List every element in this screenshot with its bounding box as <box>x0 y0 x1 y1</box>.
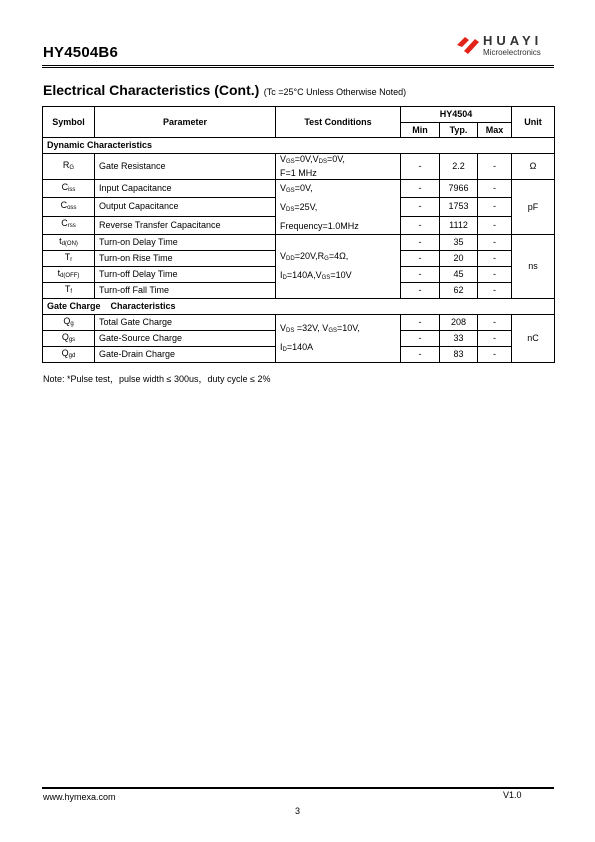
condition-cell: $V_{DS} =32V$, $V_{GS}=10V$, $I_D=140A$ <box>276 315 401 363</box>
min-cell: - <box>401 216 440 234</box>
header-symbol: Symbol <box>43 107 95 138</box>
parameter-cell: Turn-on Delay Time <box>95 235 276 251</box>
company-logo <box>455 33 555 63</box>
header-min: Min <box>401 123 440 138</box>
symbol-cell: $T_r$ <box>43 251 95 267</box>
max-cell: - <box>478 216 512 234</box>
header-device: HY4504 <box>401 107 512 123</box>
symbol-cell: $T_f$ <box>43 283 95 299</box>
header-test-conditions: Test Conditions <box>276 107 401 138</box>
typ-cell: 2.2 <box>440 154 478 180</box>
min-cell: - <box>401 154 440 180</box>
header-max: Max <box>478 123 512 138</box>
condition-cell: $V_{GS}=0V,V_{DS}=0V$, F=1 MHz <box>276 154 401 180</box>
parameter-cell: Gate-Drain Charge <box>95 347 276 363</box>
min-cell: - <box>401 180 440 198</box>
parameter-cell: Gate Resistance <box>95 154 276 180</box>
section-condition: (Tc =25°C Unless Otherwise Noted) <box>263 87 407 97</box>
min-cell: - <box>401 235 440 251</box>
footer-url: www.hymexa.com <box>43 792 116 802</box>
parameter-cell: Turn-on Rise Time <box>95 251 276 267</box>
logo-name: HUAYI <box>483 33 543 48</box>
typ-cell: 208 <box>440 315 478 331</box>
symbol-cell: $Q_{gd}$ <box>43 347 95 363</box>
typ-cell: 83 <box>440 347 478 363</box>
parameter-cell: Total Gate Charge <box>95 315 276 331</box>
footnote: Note: *Pulse test，pulse width ≤ 300us，duty cycle ≤ 2% <box>43 374 271 384</box>
typ-cell: 1112 <box>440 216 478 234</box>
symbol-cell: $R_G$ <box>43 154 95 180</box>
condition-cell: $V_{GS}=0V$, $V_{DS}=25V$, Frequency=1.0MHz <box>276 180 401 235</box>
section-row-dynamic <box>43 138 555 154</box>
table-row <box>43 180 555 198</box>
table-row <box>43 154 555 180</box>
footer-version: V1.0 <box>503 790 522 800</box>
typ-cell: 7966 <box>440 180 478 198</box>
condition-cell: $V_{DD}=20V,R_G=4\Omega$, $I_D=140A,V_{GS}=10V$ <box>276 235 401 299</box>
section-label: Gate Charge Characteristics <box>43 299 555 315</box>
header-typ: Typ. <box>440 123 478 138</box>
max-cell: - <box>478 347 512 363</box>
min-cell: - <box>401 283 440 299</box>
header-unit: Unit <box>512 107 555 138</box>
max-cell: - <box>478 267 512 283</box>
section-title <box>43 82 406 100</box>
typ-cell: 1753 <box>440 198 478 216</box>
typ-cell: 35 <box>440 235 478 251</box>
max-cell: - <box>478 154 512 180</box>
unit-cell: Ω <box>512 154 555 180</box>
max-cell: - <box>478 251 512 267</box>
min-cell: - <box>401 331 440 347</box>
huayi-logo-icon <box>455 33 481 55</box>
parameter-cell: Turn-off Fall Time <box>95 283 276 299</box>
symbol-cell: $C_{oss}$ <box>43 198 95 216</box>
table-row <box>43 315 555 331</box>
max-cell: - <box>478 283 512 299</box>
min-cell: - <box>401 315 440 331</box>
parameter-cell: Reverse Transfer Capacitance <box>95 216 276 234</box>
symbol-cell: $Q_{gs}$ <box>43 331 95 347</box>
typ-cell: 62 <box>440 283 478 299</box>
electrical-characteristics-table <box>42 106 555 363</box>
part-number: HY4504B6 <box>43 44 118 61</box>
symbol-cell: $t_{d(ON)}$ <box>43 235 95 251</box>
min-cell: - <box>401 267 440 283</box>
symbol-cell: $C_{iss}$ <box>43 180 95 198</box>
max-cell: - <box>478 180 512 198</box>
header-rule <box>42 65 554 66</box>
min-cell: - <box>401 347 440 363</box>
min-cell: - <box>401 198 440 216</box>
parameter-cell: Output Capacitance <box>95 198 276 216</box>
unit-cell: ns <box>512 235 555 299</box>
table-header-row <box>43 107 555 123</box>
section-label: Dynamic Characteristics <box>43 138 555 154</box>
parameter-cell: Gate-Source Charge <box>95 331 276 347</box>
header-parameter: Parameter <box>95 107 276 138</box>
symbol-cell: $C_{rss}$ <box>43 216 95 234</box>
max-cell: - <box>478 331 512 347</box>
max-cell: - <box>478 198 512 216</box>
unit-cell: pF <box>512 180 555 235</box>
section-row-gate-charge <box>43 299 555 315</box>
section-title-text: Electrical Characteristics (Cont.) <box>43 82 260 98</box>
parameter-cell: Input Capacitance <box>95 180 276 198</box>
page-number: 3 <box>294 806 300 816</box>
symbol-cell: $t_{d(OFF)}$ <box>43 267 95 283</box>
unit-cell: nC <box>512 315 555 363</box>
typ-cell: 33 <box>440 331 478 347</box>
max-cell: - <box>478 315 512 331</box>
table-row <box>43 235 555 251</box>
logo-subtitle: Microelectronics <box>483 48 541 57</box>
header-rule-thin <box>42 67 554 68</box>
parameter-cell: Turn-off Delay Time <box>95 267 276 283</box>
symbol-cell: $Q_g$ <box>43 315 95 331</box>
typ-cell: 20 <box>440 251 478 267</box>
typ-cell: 45 <box>440 267 478 283</box>
max-cell: - <box>478 235 512 251</box>
min-cell: - <box>401 251 440 267</box>
footer-rule <box>42 787 554 789</box>
